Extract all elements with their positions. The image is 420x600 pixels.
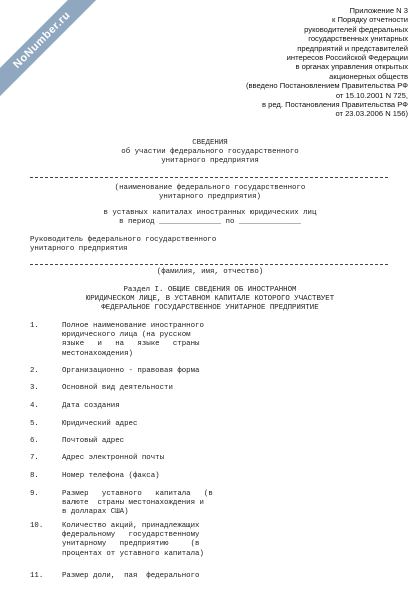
full-name-line: [30, 264, 388, 265]
document-title: [0, 139, 420, 167]
period-line: в период ______________ по ______________: [119, 218, 301, 227]
caption-line: унитарного предприятия): [158, 193, 261, 202]
section-heading: [0, 286, 420, 314]
item-text: Основной вид деятельности: [62, 384, 173, 392]
appendix-line: от 15.10.2001 N 725,: [335, 90, 408, 100]
appendix-line: интересов Российской Федерации: [286, 53, 408, 63]
section-line: ФЕДЕРАЛЬНОЕ ГОСУДАРСТВЕННОЕ УНИТАРНОЕ ПРЕДПРИЯТИЕ: [101, 304, 319, 313]
item-number: 5.: [30, 420, 39, 428]
item-text: Размер доли, пая федерального: [62, 572, 200, 580]
appendix-line: к Порядку отчетности: [332, 15, 408, 25]
appendix-line: (введено Постановлением Правительства РФ: [245, 81, 408, 91]
item-text: процентах от уставного капитала): [62, 549, 204, 558]
appendix-line: предприятий и представителей: [297, 43, 408, 53]
title-line: унитарного предприятия: [161, 157, 259, 166]
item-number: 10.: [30, 522, 44, 530]
head-label: [30, 236, 216, 254]
section-line: ЮРИДИЧЕСКОМ ЛИЦЕ, В УСТАВНОМ КАПИТАЛЕ КОТОРОГО УЧАСТВУЕТ: [85, 295, 335, 304]
enterprise-caption: [0, 184, 420, 202]
item-text: Юридический адрес: [62, 420, 138, 428]
period-statement: [0, 209, 420, 227]
item-text: Количество акций, принадлежащих: [62, 522, 200, 530]
period-line: в уставных капиталах иностранных юридических лиц: [103, 209, 317, 217]
appendix-line: акционерных обществ: [329, 71, 408, 81]
appendix-line: в ред. Постановления Правительства РФ: [262, 100, 408, 110]
item-text: Размер уставного капитала (в: [62, 490, 213, 498]
appendix-line: от 23.03.2006 N 156): [335, 109, 408, 119]
head-line: Руководитель федерального государственного: [30, 236, 217, 244]
item-number: 9.: [30, 490, 39, 498]
watermark-text: NoNumber.ru: [0, 0, 106, 104]
item-number: 11.: [30, 572, 44, 580]
item-number: 1.: [30, 322, 39, 330]
item-text: Полное наименование иностранного: [62, 322, 204, 330]
title-line: об участии федерального государственного: [121, 148, 299, 157]
item-text: валюте страны местонахождения и: [62, 499, 204, 508]
appendix-line: государственных унитарных: [308, 34, 408, 44]
item-number: 3.: [30, 384, 39, 392]
item-text: Номер телефона (факса): [62, 472, 160, 480]
item-number: 2.: [30, 367, 39, 375]
enterprise-name-line: [30, 177, 388, 178]
item-text: юридического лица (на русском: [62, 331, 191, 340]
title-line: СВЕДЕНИЯ: [192, 139, 228, 147]
appendix-line: в органах управления открытых: [295, 62, 408, 72]
section-line: Раздел I. ОБЩИЕ СВЕДЕНИЯ ОБ ИНОСТРАННОМ: [123, 286, 297, 294]
item-text: языке и на языке страны: [62, 340, 200, 349]
item-number: 6.: [30, 437, 39, 445]
item-text: местонахождения): [62, 349, 133, 358]
item-text: федеральному государственному: [62, 531, 200, 540]
head-line: унитарного предприятия: [30, 245, 128, 254]
item-number: 7.: [30, 454, 39, 462]
item-text: Почтовый адрес: [62, 437, 125, 445]
caption-line: (наименование федерального государственного: [114, 184, 306, 192]
appendix-line: Приложение N 3: [349, 6, 408, 15]
item-text: Адрес электронной почты: [62, 454, 165, 462]
item-number: 4.: [30, 402, 39, 410]
item-text: Дата создания: [62, 402, 120, 410]
appendix-note: [208, 6, 408, 119]
name-caption-text: (фамилия, имя, отчество): [156, 268, 264, 276]
appendix-line: руководителей федеральных: [304, 24, 408, 34]
item-number: 8.: [30, 472, 39, 480]
item-text: унитарному предприятию (в: [62, 540, 200, 549]
item-text: Организационно - правовая форма: [62, 367, 200, 375]
watermark-ribbon: [0, 0, 110, 110]
name-caption: [0, 268, 420, 277]
item-text: в долларах США): [62, 508, 129, 517]
